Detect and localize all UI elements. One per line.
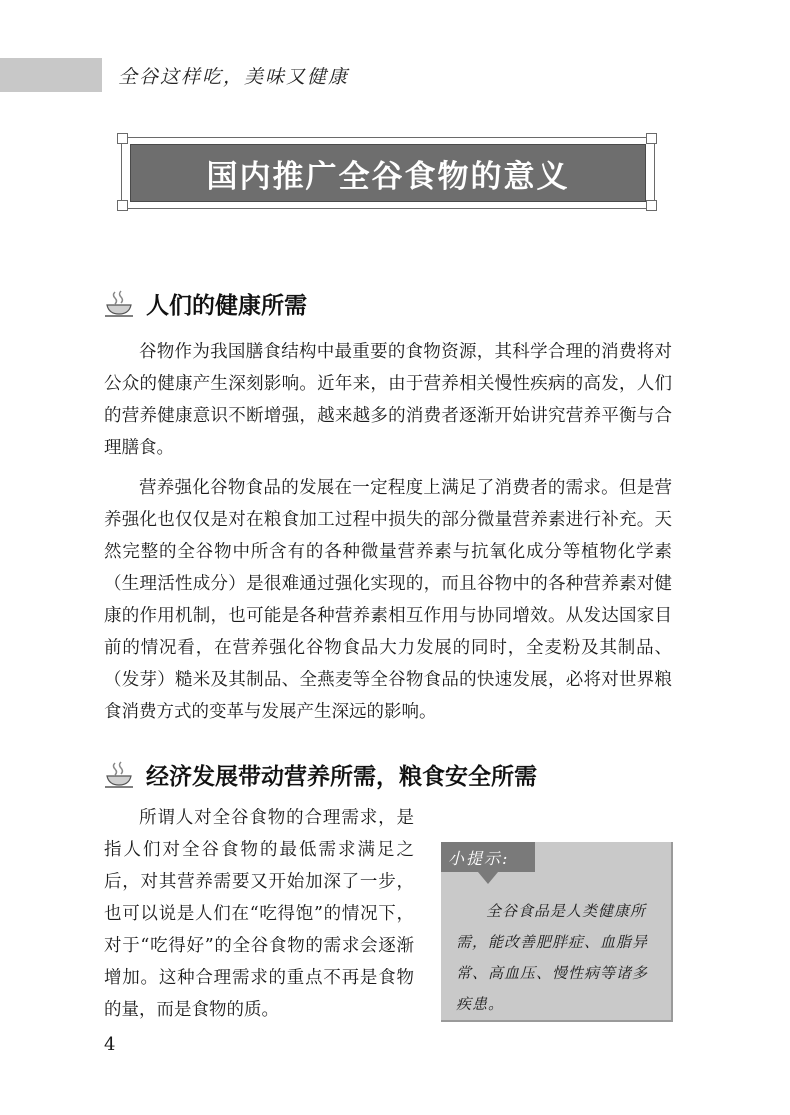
page-title: 国内推广全谷食物的意义 xyxy=(206,158,570,195)
running-head: 全谷这样吃，美味又健康 xyxy=(118,66,350,88)
tip-label-pointer xyxy=(478,872,498,884)
title-banner xyxy=(130,144,646,202)
page-number: 4 xyxy=(104,1034,116,1055)
section-heading xyxy=(104,758,537,791)
banner-corner xyxy=(117,200,128,211)
banner-corner xyxy=(117,133,128,144)
tip-text: 全谷食品是人类健康所需，能改善肥胖症、血脂异常、高血压、慢性病等诸多疾患。 xyxy=(456,902,649,1013)
paragraph: 谷物作为我国膳食结构中最重要的食物资源，其科学合理的消费将对公众的健康产生深刻影响。近年来，由于营养相关慢性疾病的高发，人们的营养健康意识不断增强，越来越多的消费者逐渐开始讲究营养平衡与合理膳食。 xyxy=(104,342,672,458)
steaming-bowl-icon xyxy=(104,290,134,318)
banner-corner xyxy=(646,200,657,211)
steaming-bowl-icon xyxy=(104,761,134,789)
section-title: 经济发展带动营养所需，粮食安全所需 xyxy=(146,763,537,790)
banner-corner xyxy=(646,133,657,144)
tip-label: 小提示: xyxy=(448,849,510,868)
paragraph: 营养强化谷物食品的发展在一定程度上满足了消费者的需求。但是营养强化也仅仅是对在粮食加工过程中损失的部分微量营养素进行补充。天然完整的全谷物中所含有的各种微量营养素与抗氧化成分等植物化学素（生理活性成分）是很难通过强化实现的，而且谷物中的各种营养素对健康的作用机制，也可能是各种营养素相互作用与协同增效。从发达国家目前的情况看，在营养强化谷物食品大力发展的同时，全麦粉及其制品、（发芽）糙米及其制品、全燕麦等全谷物食品的快速发展，必将对世界粮食消费方式的变革与发展产生深远的影响。 xyxy=(104,478,672,722)
header-bar xyxy=(0,58,102,92)
paragraph: 所谓人对全谷食物的合理需求，是指人们对全谷食物的最低需求满足之后，对其营养需要又开始加深了一步，也可以说是人们在“吃得饱”的情况下，对于“吃得好”的全谷食物的需求会逐渐增加。这种合理需求的重点不再是食物的量，而是食物的质。 xyxy=(104,808,414,1020)
section-heading xyxy=(104,287,307,320)
section-title: 人们的健康所需 xyxy=(146,292,307,319)
